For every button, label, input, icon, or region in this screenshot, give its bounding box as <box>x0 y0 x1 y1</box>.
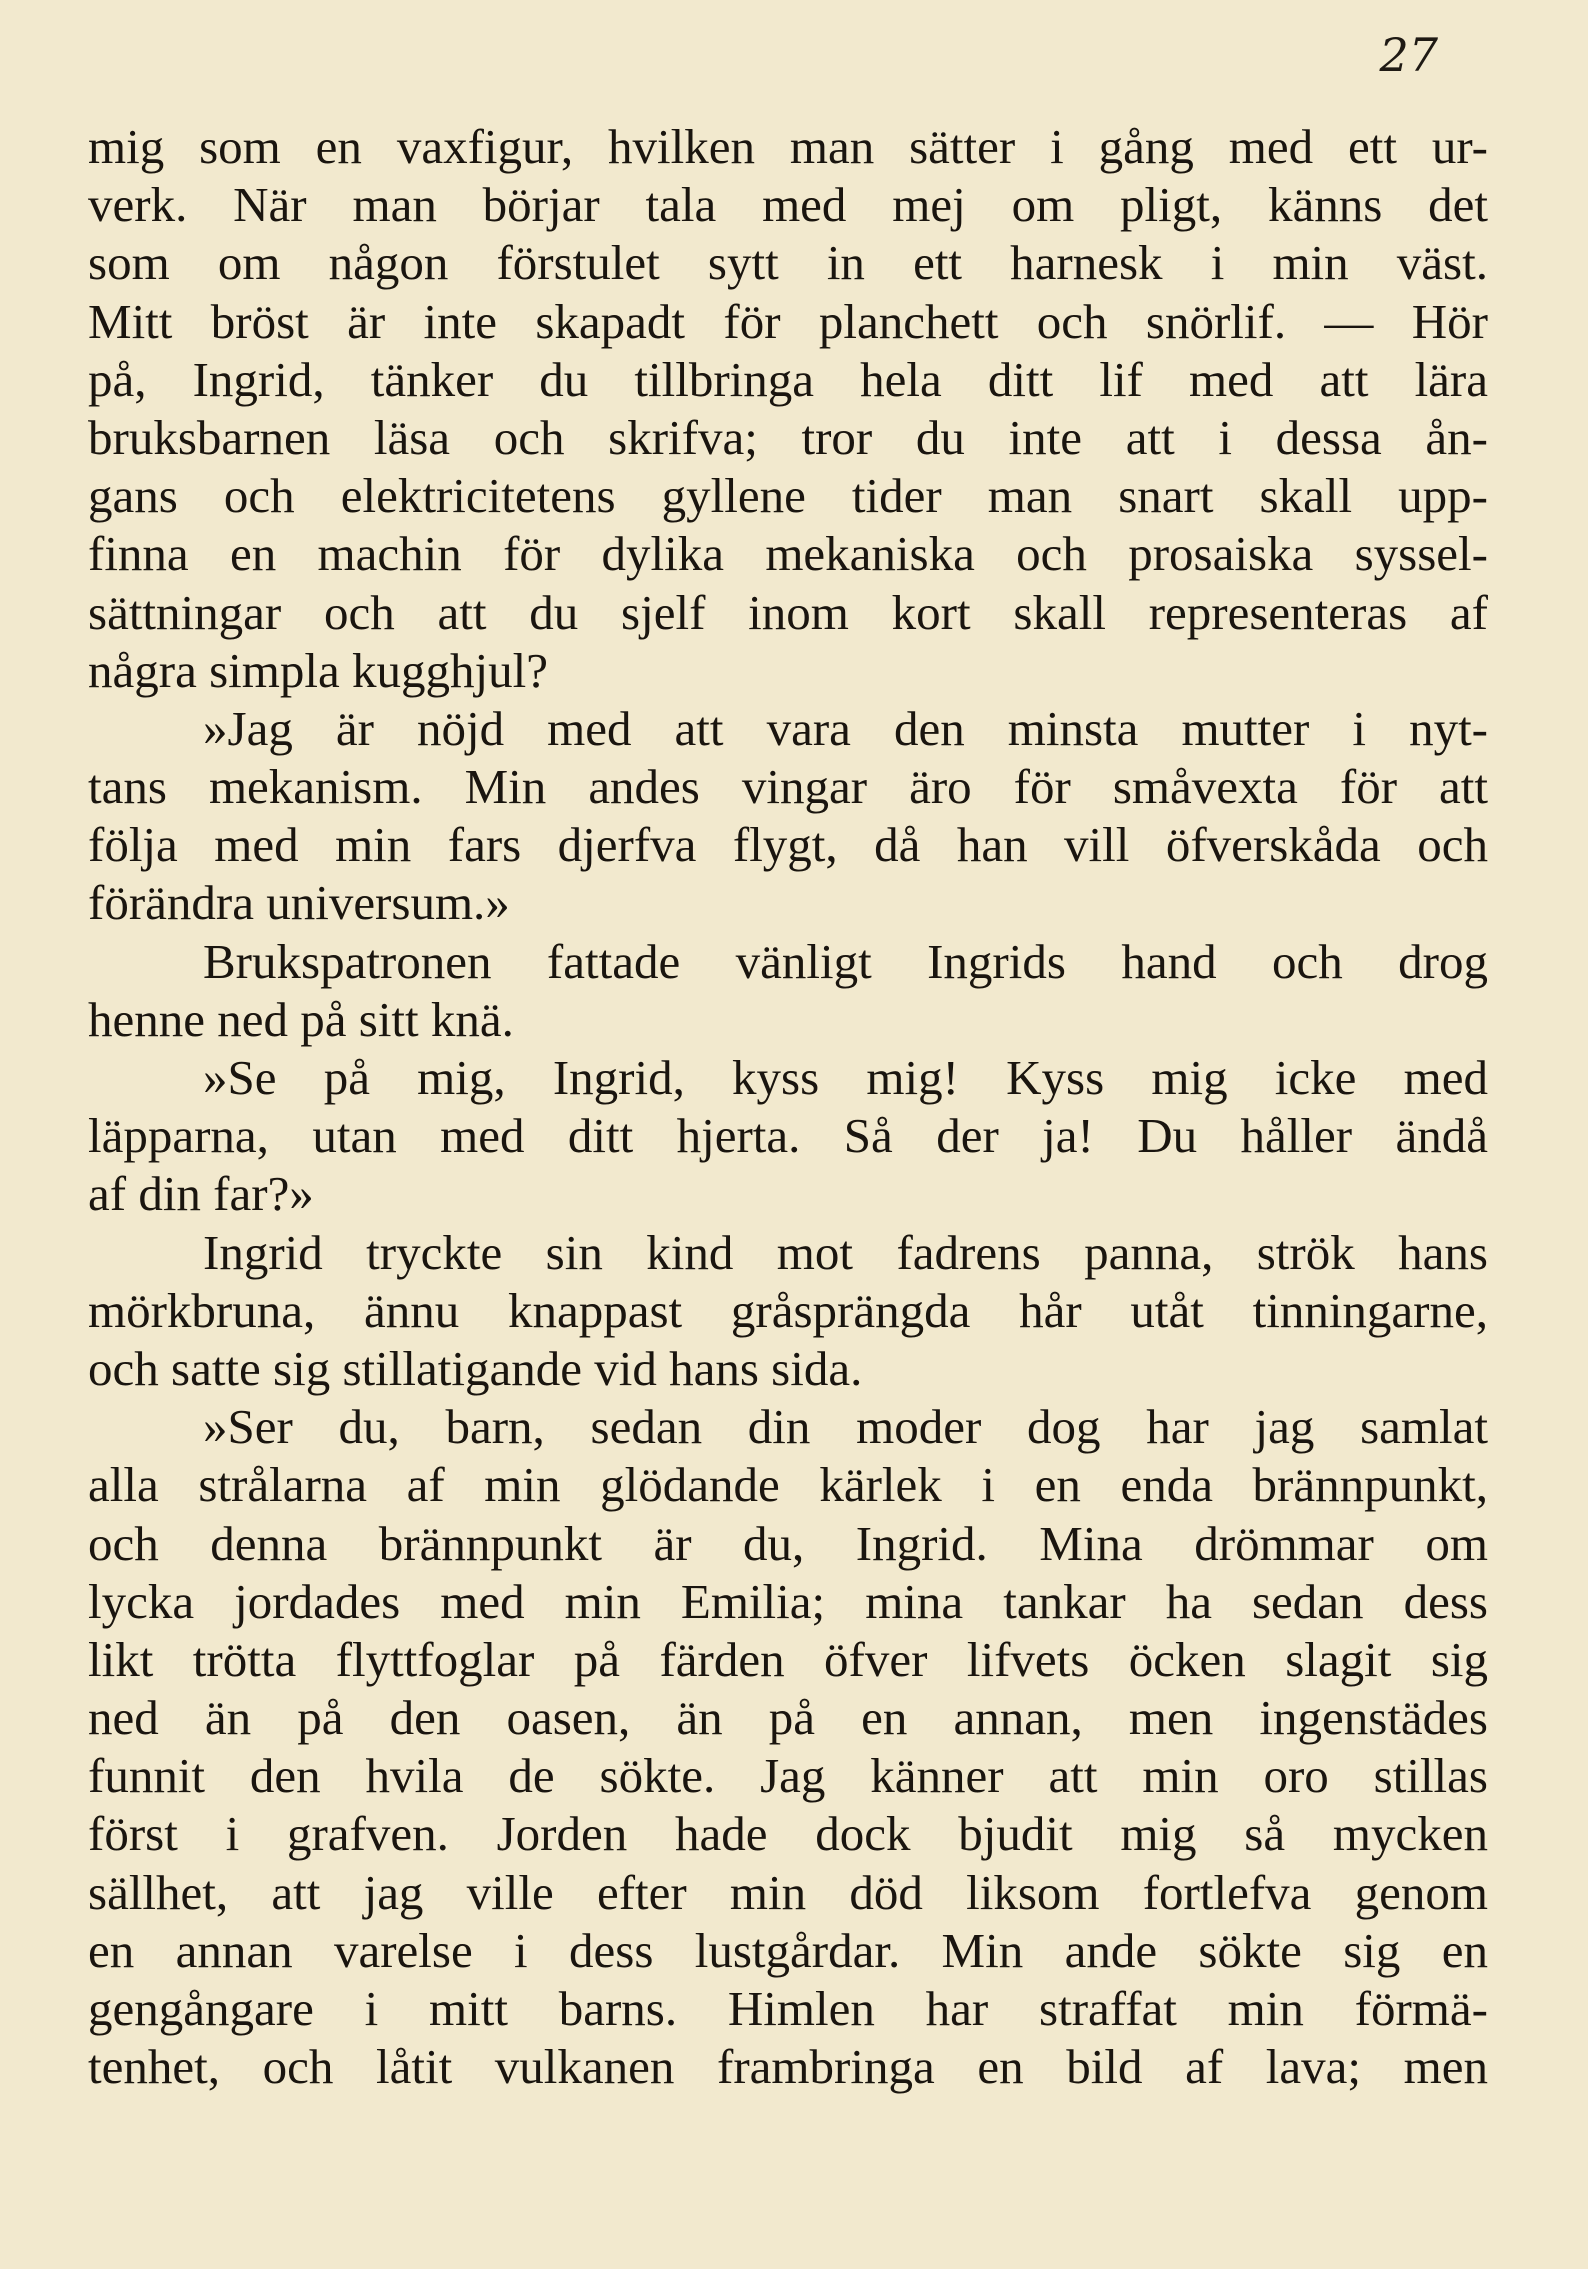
text-line: henne ned på sitt knä. <box>88 991 514 1047</box>
text-line: af din far?» <box>88 1166 314 1222</box>
text-line: bruksbarnen läsa och skrifva; tror du inte att i dessa ån- <box>88 409 1488 465</box>
text-line: alla strålarna af min glödande kärlek i en enda brännpunkt, <box>88 1457 1488 1513</box>
text-line: tenhet, och låtit vulkanen frambringa en bild af lava; men <box>88 2039 1488 2095</box>
text-line: gans och elektricitetens gyllene tider man snart skall upp- <box>88 468 1488 524</box>
text-line: läpparna, utan med ditt hjerta. Så der ja! Du håller ändå <box>88 1108 1488 1164</box>
text-line: Brukspatronen fattade vänligt Ingrids hand och drog <box>203 933 1488 989</box>
text-line: lycka jordades med min Emilia; mina tankar ha sedan dess <box>88 1573 1488 1629</box>
text-line: förändra universum.» <box>88 875 510 931</box>
text-line: sällhet, att jag ville efter min död liksom fortlefva genom <box>88 1864 1488 1920</box>
text-line: och denna brännpunkt är du, Ingrid. Mina drömmar om <box>88 1515 1488 1571</box>
text-line: ned än på den oasen, än på en annan, men ingenstädes <box>88 1690 1488 1746</box>
text-line: sättningar och att du sjelf inom kort skall representeras af <box>88 584 1488 640</box>
text-line: några simpla kugghjul? <box>88 642 548 698</box>
text-line: »Jag är nöjd med att vara den minsta mutter i nyt- <box>203 700 1488 756</box>
text-line: mörkbruna, ännu knappast gråsprängda hår utåt tinningarne, <box>88 1282 1488 1338</box>
text-line: följa med min fars djerfva flygt, då han vill öfverskåda och <box>88 817 1488 873</box>
page-number: 27 <box>1379 28 1438 82</box>
text-line: först i grafven. Jorden hade dock bjudit mig så mycken <box>88 1806 1488 1862</box>
text-line: verk. När man börjar tala med mej om pligt, känns det <box>88 177 1488 233</box>
text-line: på, Ingrid, tänker du tillbringa hela ditt lif med att lära <box>88 351 1488 407</box>
text-line: finna en machin för dylika mekaniska och prosaiska syssel- <box>88 526 1488 582</box>
text-line: Mitt bröst är inte skapadt för planchett och snörlif. — Hör <box>88 293 1488 349</box>
text-line: gengångare i mitt barns. Himlen har straffat min förmä- <box>88 1981 1488 2036</box>
text-line: »Ser du, barn, sedan din moder dog har jag samlat <box>203 1399 1488 1455</box>
text-line: tans mekanism. Min andes vingar äro för småvexta för att <box>88 759 1488 815</box>
text-line: en annan varelse i dess lustgårdar. Min ande sökte sig en <box>88 1922 1488 1978</box>
text-line: funnit den hvila de sökte. Jag känner att min oro stillas <box>88 1748 1488 1804</box>
text-line: »Se på mig, Ingrid, kyss mig! Kyss mig icke med <box>203 1050 1488 1105</box>
text-line: likt trötta flyttfoglar på färden öfver lifvets öcken slagit sig <box>88 1631 1488 1687</box>
body-text <box>88 118 1488 2096</box>
text-line: Ingrid tryckte sin kind mot fadrens panna, strök hans <box>203 1224 1488 1280</box>
text-line: och satte sig stillatigande vid hans sida. <box>88 1340 863 1396</box>
text-line: mig som en vaxfigur, hvilken man sätter i gång med ett ur- <box>88 119 1488 174</box>
text-line: som om någon förstulet sytt in ett harnesk i min väst. <box>88 235 1488 291</box>
